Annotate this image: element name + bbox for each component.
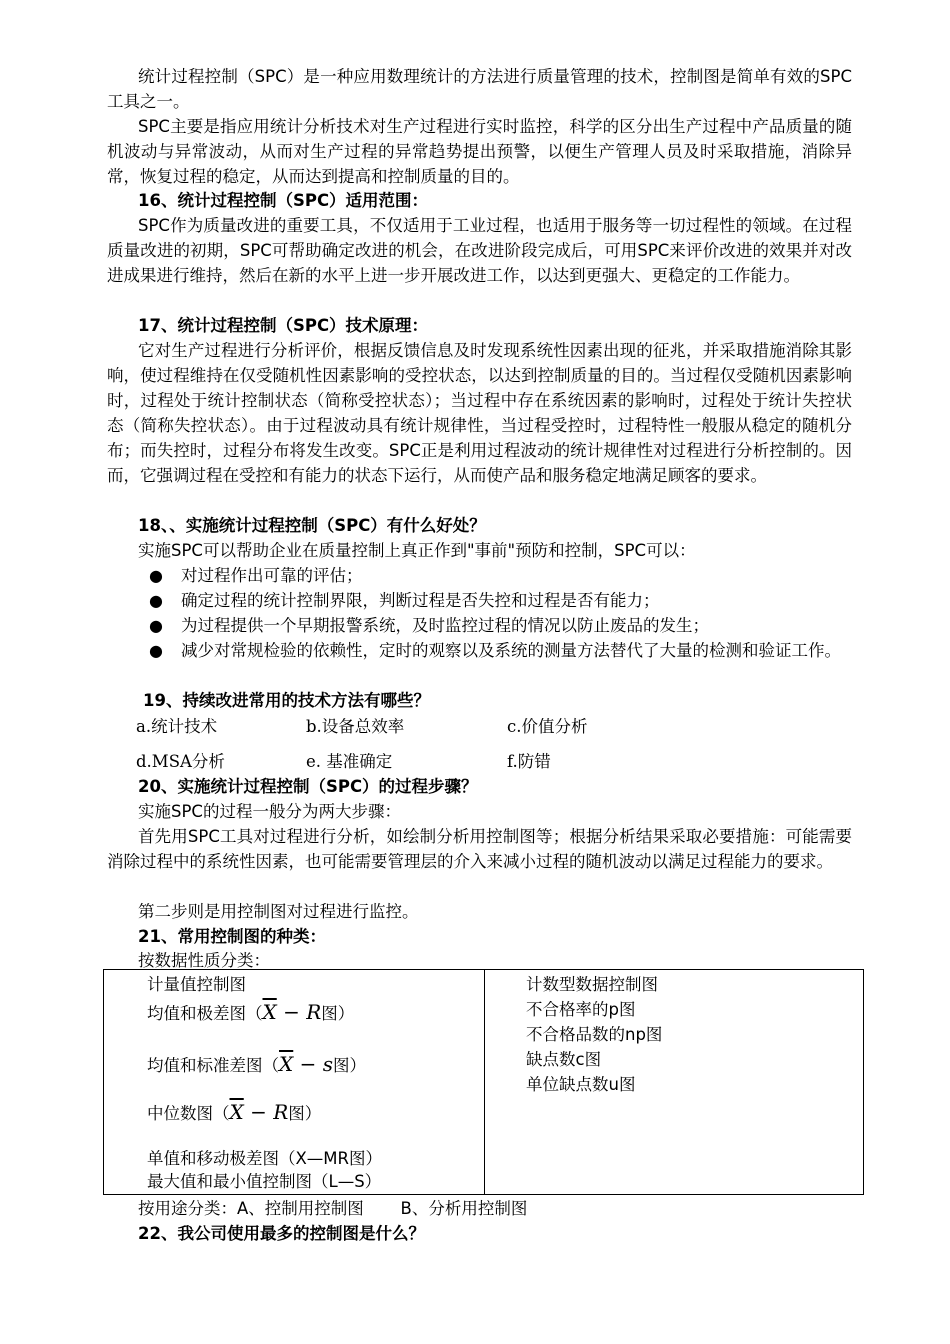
bullet-icon: ● [149,566,163,585]
paragraph-16: SPC作为质量改进的重要工具，不仅适用于工业过程，也适用于服务等一切过程性的领域。在过程质量改进的初期，SPC可帮助确定改进的机会，在改进阶段完成后，可用SPC来评价改进的效果并对改进成果进行维持，然后在新的水平上进一步开展改进工作，以达到更强大、更稳定的工作能力。 [107,216,852,285]
heading-18: 18、、实施统计过程控制（SPC）有什么好处？ [138,516,486,535]
method-f: f.防错 [507,752,551,771]
table-divider [484,970,485,1194]
method-a: a.统计技术 [136,717,218,736]
heading-19: 19、持续改进常用的技术方法有哪些？ [143,691,430,710]
paragraph-20b: 首先用SPC工具对过程进行分析，如绘制分析用控制图等；根据分析结果采取必要措施：可能需要消除过程中的系统性因素，也可能需要管理层的介入来减小过程的随机波动以满足过程能力的要求。 [107,827,852,871]
intro-paragraph-2: SPC主要是指应用统计分析技术对生产过程进行实时监控，科学的区分出生产过程中产品质量的随机波动与异常波动，从而对生产过程的异常趋势提出预警，以便生产管理人员及时采取措施，消除异常，恢复过程的稳定，从而达到提高和控制质量的目的。 [107,117,852,186]
heading-17: 17、统计过程控制（SPC）技术原理： [138,316,429,335]
attributes-chart-title: 计数型数据控制图 [526,975,658,994]
heading-21: 21、常用控制图的种类： [138,927,326,946]
method-b: b.设备总效率 [306,717,405,736]
bullet-item-2: 确定过程的统计控制界限，判断过程是否失控和过程是否有能力； [181,591,660,610]
paragraph-17: 它对生产过程进行分析评价，根据反馈信息及时发现系统性因素出现的征兆，并采取措施消除其影响，使过程维持在仅受随机性因素影响的受控状态，以达到控制质量的目的。当过程仅受随机因素影响时，过程处于统计控制状态（简称受控状态）；当过程中存在系统因素的影响时，过程处于统计失控状态（简称失控状态）。由于过程波动具有统计规律性，当过程受控时，过程特性一般服从稳定的随机分布；而失控时，过程分布将发生改变。SPC正是利用过程波动的统计规律性对过程进行分析控制的。因而，它强调过程在受控和有能力的状态下运行，从而使产品和服务稳定地满足顾客的要求。 [107,341,852,485]
variables-chart-title: 计量值控制图 [147,975,246,994]
l-s-chart: 最大值和最小值控制图（L—S） [147,1172,382,1191]
np-chart: 不合格品数的np图 [526,1025,663,1044]
paragraph-18: 实施SPC可以帮助企业在质量控制上真正作到"事前"预防和控制，SPC可以： [138,541,696,560]
paragraph-21b: 按用途分类：A、控制用控制图 B、分析用控制图 [138,1199,528,1218]
bullet-icon: ● [149,641,163,660]
bullet-item-4: 减少对常规检验的依赖性，定时的观察以及系统的测量方法替代了大量的检测和验证工作。 [181,641,841,660]
method-d: d.MSA分析 [136,752,225,771]
xbar-r-chart: 均值和极差图（$\overline{X} - R$图） [147,1000,355,1024]
bullet-item-1: 对过程作出可靠的评估； [181,566,363,585]
heading-22: 22、我公司使用最多的控制图是什么？ [138,1224,425,1243]
paragraph-20a: 实施SPC的过程一般分为两大步骤： [138,802,401,821]
c-chart: 缺点数c图 [526,1050,602,1069]
bullet-icon: ● [149,591,163,610]
xbar-s-chart: 均值和标准差图（$\overline{X} - s$图） [147,1052,366,1076]
intro-paragraph-1: 统计过程控制（SPC）是一种应用数理统计的方法进行质量管理的技术，控制图是简单有效的SPC工具之一。 [107,67,852,111]
method-e: e. 基准确定 [306,752,393,771]
u-chart: 单位缺点数u图 [526,1075,636,1094]
heading-16: 16、统计过程控制（SPC）适用范围： [138,191,429,210]
heading-20: 20、实施统计过程控制（SPC）的过程步骤？ [138,777,478,796]
median-chart: 中位数图（$\overline{X} - R$图） [147,1100,322,1124]
bullet-item-3: 为过程提供一个早期报警系统，及时监控过程的情况以防止废品的发生； [181,616,709,635]
paragraph-21a: 按数据性质分类： [138,951,270,970]
p-chart: 不合格率的p图 [526,1000,636,1019]
method-c: c.价值分析 [507,717,588,736]
control-chart-table [103,969,864,1195]
paragraph-20c: 第二步则是用控制图对过程进行监控。 [138,902,419,921]
x-mr-chart: 单值和移动极差图（X—MR图） [147,1149,383,1168]
bullet-icon: ● [149,616,163,635]
